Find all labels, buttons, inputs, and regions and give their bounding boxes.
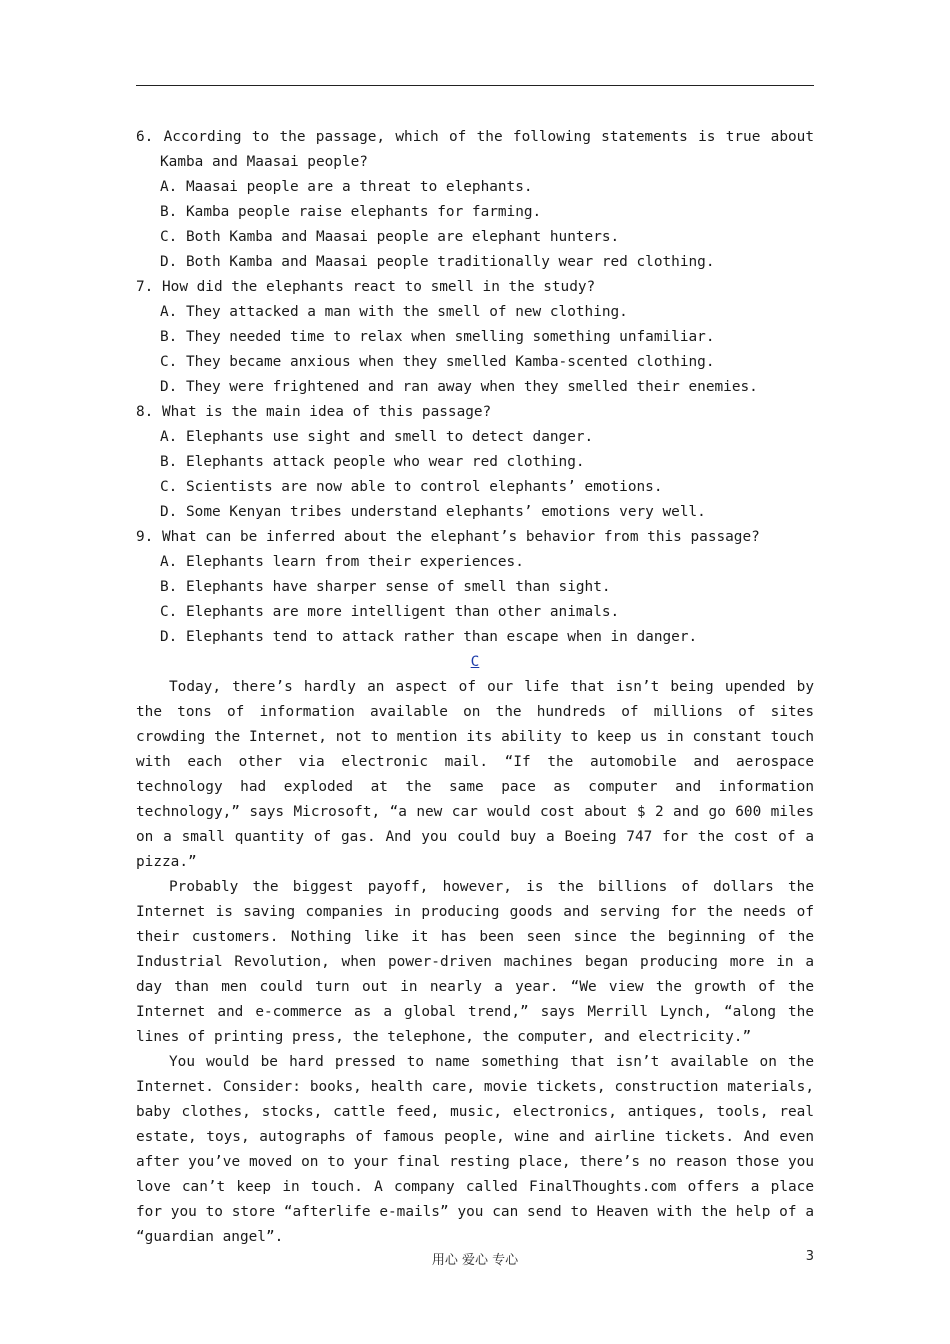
question-stem: 9. What can be inferred about the elephant’s behavior from this passage? [136, 529, 760, 545]
option-b: B. Elephants attack people who wear red clothing. [160, 454, 585, 470]
question-stem: 7. How did the elephants react to smell in the study? [136, 279, 596, 295]
question-6 [136, 125, 814, 275]
footer-motto: 用心 爱心 专心 [431, 1253, 519, 1268]
option-c: C. Both Kamba and Maasai people are elephant hunters. [160, 229, 620, 245]
page-content [136, 125, 814, 1250]
option-b: B. Elephants have sharper sense of smell than sight. [160, 579, 611, 595]
section-heading [136, 650, 814, 675]
option-d: D. Some Kenyan tribes understand elephants’ emotions very well. [160, 504, 706, 520]
question-stem: 6. According to the passage, which of the following statements is true about Kamba and Maasai people? [136, 129, 814, 170]
option-a: A. They attacked a man with the smell of new clothing. [160, 304, 628, 320]
option-b: B. They needed time to relax when smelling something unfamiliar. [160, 329, 715, 345]
page-number: 3 [805, 1249, 814, 1264]
passage-paragraph-2: Probably the biggest payoff, however, is the billions of dollars the Internet is saving companies in producing goods and serving for the needs of their customers. Nothing like it has been seen since the beginning of the Industrial Revolution, when power-driven machines began producing more in a day than men could turn out in nearly a year. “We view the growth of the Internet and e-commerce as a global trend,” says Merrill Lynch, “along the lines of printing press, the telephone, the computer, and electricity.” [136, 879, 814, 1045]
option-a: A. Maasai people are a threat to elephants. [160, 179, 533, 195]
option-a: A. Elephants use sight and smell to detect danger. [160, 429, 594, 445]
question-8 [136, 400, 814, 525]
section-letter-link[interactable]: C [470, 654, 480, 670]
passage-paragraph-1: Today, there’s hardly an aspect of our life that isn’t being upended by the tons of information available on the hundreds of millions of sites crowding the Internet, not to mention its ability to keep us in constant touch with each other via electronic mail. “If the automobile and aerospace technology had exploded at the same pace as computer and information technology,” says Microsoft, “a new car would cost about $ 2 and go 600 miles on a small quantity of gas. And you could buy a Boeing 747 for the cost of a pizza.” [136, 679, 814, 870]
option-c: C. Elephants are more intelligent than other animals. [160, 604, 620, 620]
question-9 [136, 525, 814, 650]
option-d: D. Elephants tend to attack rather than escape when in danger. [160, 629, 698, 645]
option-c: C. Scientists are now able to control elephants’ emotions. [160, 479, 663, 495]
option-d: D. Both Kamba and Maasai people traditionally wear red clothing. [160, 254, 715, 270]
option-a: A. Elephants learn from their experiences. [160, 554, 524, 570]
option-d: D. They were frightened and ran away when they smelled their enemies. [160, 379, 758, 395]
option-c: C. They became anxious when they smelled Kamba-scented clothing. [160, 354, 715, 370]
header-rule [136, 85, 814, 86]
question-7 [136, 275, 814, 400]
passage-paragraph-3: You would be hard pressed to name something that isn’t available on the Internet. Consider: books, health care, movie tickets, construction materials, baby clothes, stocks, cattle feed, music, electronics, antiques, tools, real estate, toys, autographs of famous people, wine and airline tickets. And even after you’ve moved on to your final resting place, there’s no reason those you love can’t keep in touch. A company called FinalThoughts.com offers a place for you to store “afterlife e-mails” you can send to Heaven with the help of a “guardian angel”. [136, 1054, 814, 1245]
question-stem: 8. What is the main idea of this passage? [136, 404, 492, 420]
option-b: B. Kamba people raise elephants for farming. [160, 204, 542, 220]
